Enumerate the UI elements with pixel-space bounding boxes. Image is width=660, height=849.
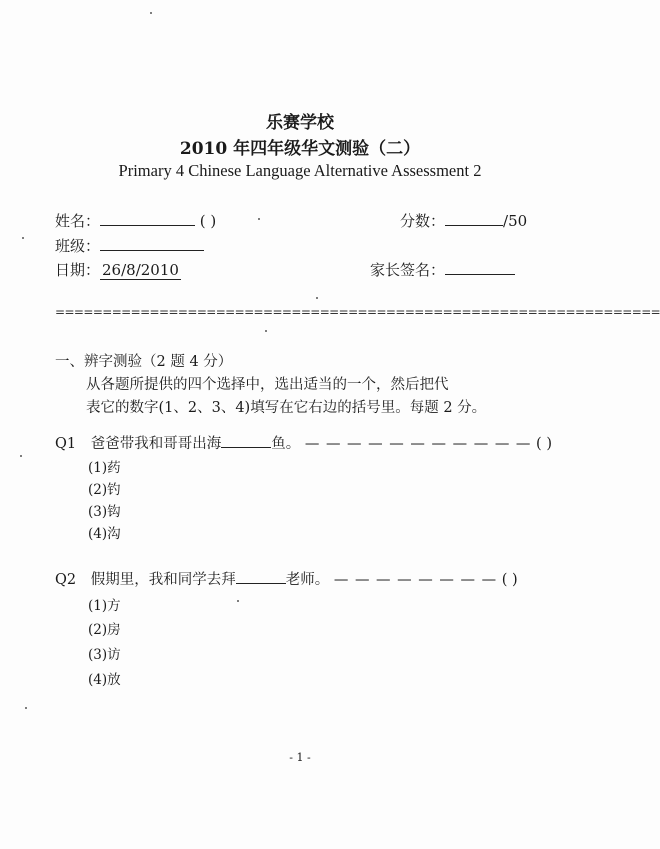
exam-title-english: Primary 4 Chinese Language Alternative Assessment 2 bbox=[118, 161, 482, 180]
option-4: (4)沟 bbox=[88, 526, 121, 542]
answer-bracket[interactable]: ( ) bbox=[536, 436, 552, 452]
date-field bbox=[55, 259, 181, 280]
date-value: 26/8/2010 bbox=[102, 261, 179, 279]
question-text-after: 老师。 bbox=[285, 572, 330, 588]
question-1 bbox=[55, 432, 552, 453]
name-label: 姓名： bbox=[55, 212, 101, 230]
option-3: (3)钩 bbox=[88, 504, 121, 520]
score-total: /50 bbox=[503, 212, 528, 230]
score-label: 分数： bbox=[400, 212, 446, 230]
scan-speck bbox=[150, 12, 152, 14]
exam-title: 2010 年四年级华文测验（二） bbox=[179, 139, 421, 159]
divider-line: ================================================================ bbox=[55, 305, 660, 319]
scan-speck bbox=[237, 600, 239, 602]
parent-signature-label: 家长签名： bbox=[370, 261, 446, 279]
option-1: (1)方 bbox=[88, 598, 121, 614]
name-bracket[interactable]: ( ) bbox=[199, 212, 217, 230]
question-number: Q1 bbox=[55, 436, 77, 452]
answer-blank[interactable] bbox=[221, 433, 271, 448]
page-number: - 1 - bbox=[289, 751, 311, 764]
scan-speck bbox=[20, 455, 22, 457]
date-label: 日期： bbox=[55, 261, 101, 279]
answer-blank[interactable] bbox=[236, 569, 286, 584]
option-1: (1)药 bbox=[88, 460, 121, 476]
parent-signature-field bbox=[370, 259, 515, 280]
answer-bracket[interactable]: ( ) bbox=[501, 572, 518, 588]
score-field bbox=[400, 210, 527, 231]
option-3: (3)访 bbox=[88, 647, 121, 663]
class-label: 班级： bbox=[55, 237, 101, 255]
question-text-before: 爸爸带我和哥哥出海 bbox=[90, 436, 222, 452]
question-2 bbox=[55, 568, 518, 589]
section-title: 一、辨字测验（2 题 4 分） bbox=[55, 354, 233, 370]
option-2: (2)房 bbox=[88, 622, 121, 638]
class-field bbox=[55, 235, 204, 256]
question-text-before: 假期里，我和同学去拜 bbox=[90, 572, 236, 588]
name-field bbox=[55, 210, 216, 231]
name-blank[interactable] bbox=[100, 211, 195, 226]
score-blank[interactable] bbox=[445, 211, 503, 226]
dash-leader: — — — — — — — — bbox=[333, 572, 498, 588]
scan-speck bbox=[258, 218, 260, 220]
dash-leader: — — — — — — — — — — — bbox=[304, 436, 532, 452]
scan-speck bbox=[25, 707, 27, 709]
class-blank[interactable] bbox=[100, 236, 204, 251]
parent-signature-blank[interactable] bbox=[445, 260, 515, 275]
scan-speck bbox=[22, 237, 24, 239]
school-name: 乐赛学校 bbox=[266, 113, 334, 133]
instruction-line-2: 表它的数字(1、2、3、4)填写在它右边的括号里。每题 2 分。 bbox=[86, 400, 487, 416]
scan-speck bbox=[316, 297, 318, 299]
instruction-line-1: 从各题所提供的四个选择中，选出适当的一个，然后把代 bbox=[86, 377, 449, 393]
question-number: Q2 bbox=[55, 572, 77, 588]
option-4: (4)放 bbox=[88, 672, 121, 688]
scan-speck bbox=[265, 330, 267, 332]
option-2: (2)钓 bbox=[88, 482, 121, 498]
question-text-after: 鱼。 bbox=[271, 436, 301, 452]
